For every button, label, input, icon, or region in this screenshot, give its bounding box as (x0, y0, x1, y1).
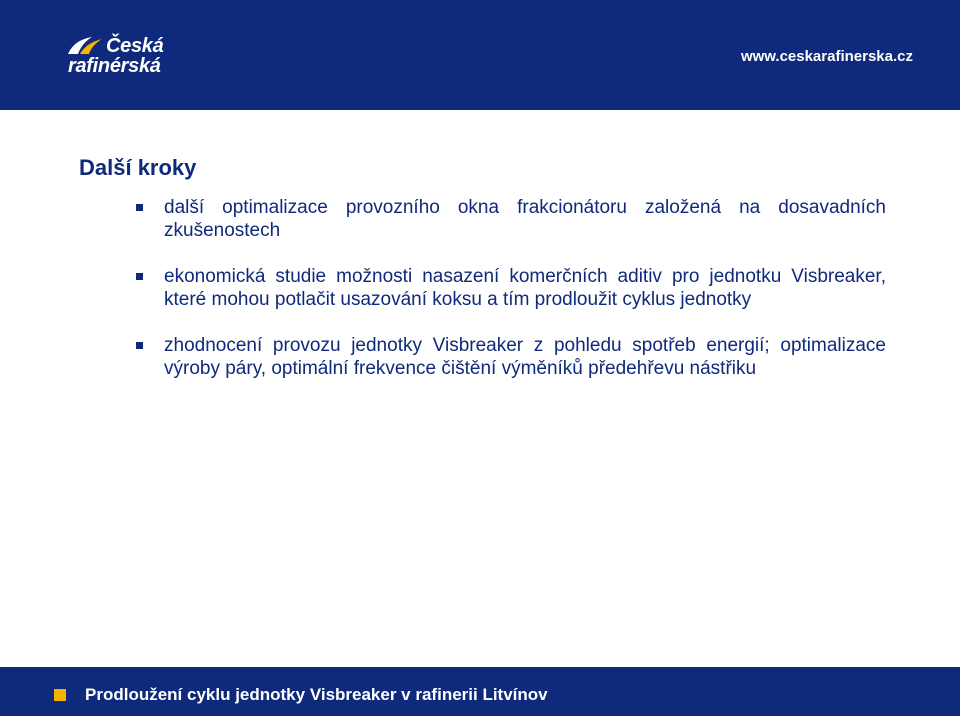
footer-bar (0, 667, 960, 716)
header-bar (0, 0, 960, 110)
slide-title: Další kroky (79, 155, 197, 180)
bullet-item (136, 265, 886, 311)
website-url: www.ceskarafinerska.cz (740, 48, 913, 65)
logo-text-line2: rafinérská (68, 55, 161, 77)
square-bullet-icon (136, 204, 143, 211)
company-logo (66, 30, 196, 86)
logo-text-line1: Česká (106, 35, 164, 57)
bullet-text: ekonomická studie možnosti nasazení komerčních aditiv pro jednotku Visbreaker, které mohou potlačit usazování koksu a tím prodloužit cyklus jednotky (164, 266, 886, 310)
square-bullet-icon (136, 342, 143, 349)
bullet-list (136, 196, 886, 380)
bullet-text: další optimalizace provozního okna frakcionátoru založená na dosavadních zkušenostech (164, 197, 886, 241)
square-bullet-icon (136, 273, 143, 280)
ceska-rafinerska-logo-icon (66, 34, 106, 56)
bullet-item (136, 196, 886, 242)
bullet-text: zhodnocení provozu jednotky Visbreaker z pohledu spotřeb energií; optimalizace výroby páry, optimální frekvence čištění výměníků předehřevu nástřiku (164, 335, 886, 379)
footer-title: Prodloužení cyklu jednotky Visbreaker v rafinerii Litvínov (85, 685, 548, 704)
square-marker-icon (54, 689, 66, 701)
bullet-item (136, 334, 886, 380)
